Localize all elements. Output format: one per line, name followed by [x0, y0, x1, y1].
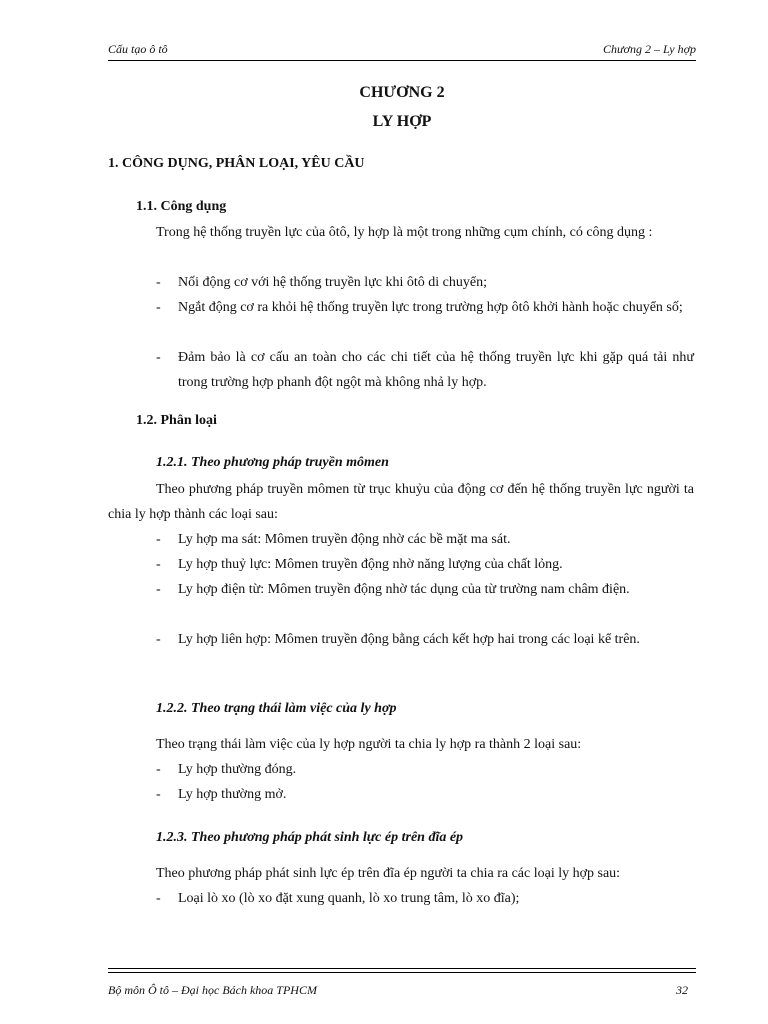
list-item-text: Ngắt động cơ ra khỏi hệ thống truyền lực trong trường hợp ôtô khởi hành hoặc chuyển số; [178, 300, 683, 315]
list-item [156, 527, 694, 552]
paragraph: Trong hệ thống truyền lực của ôtô, ly hợp là một trong những cụm chính, có công dụng : [156, 225, 653, 240]
list-item [156, 577, 694, 602]
list-item-text: Ly hợp ma sát: Mômen truyền động nhờ các bề mặt ma sát. [178, 532, 511, 547]
bullet: - [156, 891, 161, 906]
subsubsection-heading: 1.2.1. Theo phương pháp truyền mômen [156, 455, 389, 470]
list-item-text: Ly hợp thường mở. [178, 787, 287, 802]
chapter-title: LY HỢP [372, 113, 432, 130]
list-item-text: Ly hợp liên hợp: Mômen truyền động bằng cách kết hợp hai trong các loại kể trên. [178, 632, 640, 647]
list-item-text: Nối động cơ với hệ thống truyền lực khi ôtô di chuyển; [178, 275, 487, 290]
header-left: Cấu tạo ô tô [108, 42, 168, 56]
bullet: - [156, 557, 161, 572]
bullet: - [156, 582, 161, 597]
page-number: 32 [676, 983, 688, 997]
bullet: - [156, 275, 161, 290]
header-right: Chương 2 – Ly hợp [603, 42, 696, 56]
list-item [156, 270, 694, 295]
list-item-text: Loại lò xo (lò xo đặt xung quanh, lò xo trung tâm, lò xo đĩa); [178, 891, 520, 906]
bullet: - [156, 632, 161, 647]
bullet: - [156, 350, 161, 365]
bullet: - [156, 787, 161, 802]
list-item [156, 295, 694, 320]
list-item [156, 886, 694, 911]
subsection-heading: 1.2. Phân loại [136, 413, 217, 428]
bullet: - [156, 300, 161, 315]
header-rule [108, 60, 696, 61]
list-item [156, 782, 694, 807]
list-item-text: Đảm bảo là cơ cấu an toàn cho các chi tiết của hệ thống truyền lực khi gặp quá tải như trong trường hợp phanh đột ngột mà không nhả ly hợp. [178, 350, 694, 390]
subsubsection-heading: 1.2.3. Theo phương pháp phát sinh lực ép trên đĩa ép [156, 830, 464, 845]
list-item [156, 345, 694, 395]
paragraph: Theo phương pháp phát sinh lực ép trên đĩa ép người ta chia ra các loại ly hợp sau: [156, 866, 621, 881]
subsection-heading: 1.1. Công dụng [136, 199, 227, 214]
bullet: - [156, 762, 161, 777]
footer-rule-thick [108, 972, 696, 973]
bullet: - [156, 532, 161, 547]
chapter-number: CHƯƠNG 2 [359, 84, 445, 101]
list-item-text: Ly hợp thường đóng. [178, 762, 297, 777]
footer-rule [108, 968, 696, 969]
list-item [156, 552, 694, 577]
subsubsection-heading: 1.2.2. Theo trạng thái làm việc của ly hợp [156, 701, 397, 716]
page-footer [108, 983, 688, 998]
footer-left: Bộ môn Ô tô – Đại học Bách khoa TPHCM [108, 983, 317, 997]
paragraph: Theo phương pháp truyền mômen từ trục khuỷu của động cơ đến hệ thống truyền lực người ta chia ly hợp thành các loại sau: [108, 482, 694, 522]
list-item [156, 627, 694, 652]
list-item-text: Ly hợp điện từ: Mômen truyền động nhờ tác dụng của từ trường nam châm điện. [178, 582, 630, 597]
page-header [108, 42, 696, 57]
list-item [156, 757, 694, 782]
section-heading: 1. CÔNG DỤNG, PHÂN LOẠI, YÊU CẦU [108, 156, 365, 171]
paragraph: Theo trạng thái làm việc của ly hợp người ta chia ly hợp ra thành 2 loại sau: [156, 737, 582, 752]
list-item-text: Ly hợp thuỷ lực: Mômen truyền động nhờ năng lượng của chất lỏng. [178, 557, 563, 572]
